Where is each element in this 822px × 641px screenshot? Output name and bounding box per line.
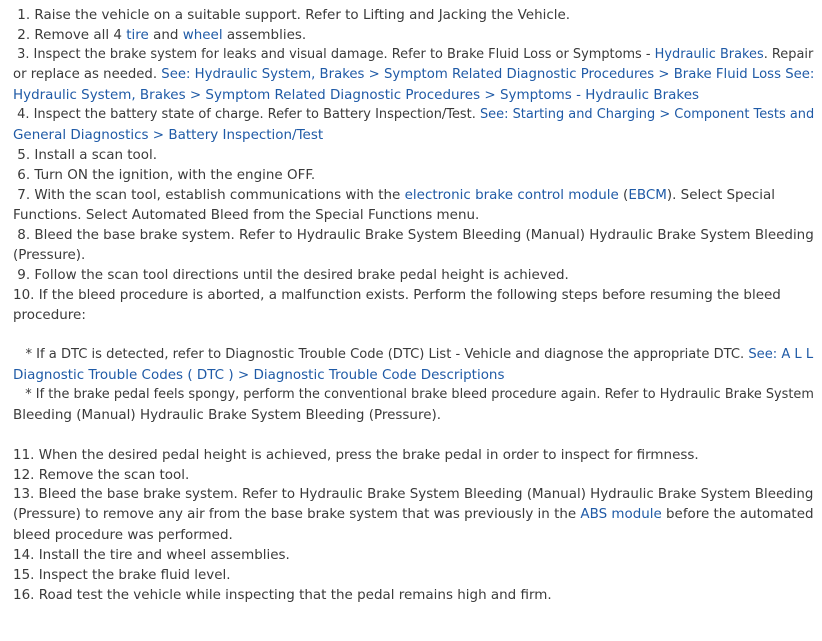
- text-line: [13, 585, 822, 605]
- line-text: bleed procedure was performed.: [13, 527, 233, 543]
- text-line: [13, 145, 822, 165]
- text-line: [13, 305, 822, 325]
- blank-line: [13, 425, 822, 445]
- line-text: assemblies.: [222, 27, 307, 43]
- line-text: 5. Install a scan tool.: [13, 147, 158, 163]
- link[interactable]: See: A L L: [748, 347, 814, 362]
- line-text: Bleeding (Manual) Hydraulic Brake System Bleeding (Pressure).: [13, 407, 442, 423]
- text-line: [13, 405, 822, 425]
- link[interactable]: ABS module: [580, 507, 662, 522]
- link[interactable]: electronic brake control module: [404, 187, 619, 203]
- line-text: . Repair: [763, 47, 814, 62]
- text-line: [13, 465, 822, 485]
- line-text: 10. If the bleed procedure is aborted, a malfunction exists. Perform the following steps before resuming the bleed: [13, 287, 781, 303]
- link[interactable]: See: Starting and Charging > Component Tests and: [479, 107, 815, 122]
- text-line: [13, 65, 822, 85]
- text-line: [13, 545, 822, 565]
- text-line: [13, 185, 822, 205]
- line-text: 8. Bleed the base brake system. Refer to Hydraulic Brake System Bleeding (Manual) Hydraulic Brake System Bleeding: [13, 227, 814, 243]
- line-text: (Pressure).: [13, 247, 86, 263]
- text-line: [13, 25, 822, 45]
- text-line: [13, 125, 822, 145]
- text-line: [13, 285, 822, 305]
- line-text: 3. Inspect the brake system for leaks and visual damage. Refer to Brake Fluid Loss or Symptoms -: [13, 47, 655, 62]
- line-text: 1. Raise the vehicle on a suitable support. Refer to Lifting and Jacking the Vehicle.: [13, 7, 571, 23]
- text-line: [13, 525, 822, 545]
- text-line: [13, 265, 822, 285]
- line-text: * If a DTC is detected, refer to Diagnostic Trouble Code (DTC) List - Vehicle and diagnose the appropriate DTC.: [13, 347, 749, 362]
- text-line: [13, 345, 822, 365]
- line-text: 4. Inspect the battery state of charge. Refer to Battery Inspection/Test.: [13, 107, 480, 122]
- text-line: [13, 105, 822, 125]
- line-text: 2. Remove all 4: [13, 27, 127, 43]
- line-text: 7. With the scan tool, establish communications with the: [13, 187, 405, 203]
- line-text: Functions. Select Automated Bleed from the Special Functions menu.: [13, 207, 480, 223]
- text-line: [13, 205, 822, 225]
- line-text: procedure:: [13, 307, 86, 323]
- link[interactable]: Hydraulic Brakes: [654, 47, 764, 62]
- text-line: [13, 85, 822, 105]
- text-line: [13, 5, 822, 25]
- line-text: or replace as needed.: [13, 67, 162, 82]
- link[interactable]: tire: [126, 27, 149, 43]
- text-line: [13, 485, 822, 505]
- text-line: [13, 225, 822, 245]
- blank-line: [13, 325, 822, 345]
- line-text: before the automated: [661, 507, 814, 522]
- line-text: (: [618, 187, 629, 203]
- text-line: [13, 365, 822, 385]
- text-line: [13, 565, 822, 585]
- line-text: (Pressure) to remove any air from the base brake system that was previously in the: [13, 507, 581, 522]
- line-text: 15. Inspect the brake fluid level.: [13, 567, 231, 583]
- line-text: ). Select Special: [666, 187, 776, 203]
- link[interactable]: wheel: [182, 27, 223, 43]
- line-text: 11. When the desired pedal height is achieved, press the brake pedal in order to inspect for firmness.: [13, 447, 699, 463]
- text-line: [13, 445, 822, 465]
- text-line: [13, 505, 822, 525]
- link[interactable]: See: Hydraulic System, Brakes > Symptom Related Diagnostic Procedures > Brake Fluid Loss See:: [161, 67, 815, 82]
- link[interactable]: Hydraulic System, Brakes > Symptom Related Diagnostic Procedures > Symptoms - Hydraulic Brakes: [13, 87, 700, 103]
- line-text: 6. Turn ON the ignition, with the engine OFF.: [13, 167, 316, 183]
- line-text: * If the brake pedal feels spongy, perform the conventional brake bleed procedure again. Refer to Hydraulic Brake System: [13, 387, 814, 402]
- link[interactable]: Diagnostic Trouble Codes ( DTC ) > Diagnostic Trouble Code Descriptions: [13, 367, 505, 383]
- text-line: [13, 385, 822, 405]
- line-text: 16. Road test the vehicle while inspecting that the pedal remains high and firm.: [13, 587, 552, 603]
- text-line: [13, 165, 822, 185]
- line-text: and: [148, 27, 183, 43]
- text-line: [13, 245, 822, 265]
- line-text: 13. Bleed the base brake system. Refer to Hydraulic Brake System Bleeding (Manual) Hydraulic Brake System Bleeding: [13, 487, 814, 502]
- line-text: 12. Remove the scan tool.: [13, 467, 190, 483]
- text-line: [13, 45, 822, 65]
- line-text: 9. Follow the scan tool directions until the desired brake pedal height is achieved.: [13, 267, 569, 283]
- link[interactable]: General Diagnostics > Battery Inspection/Test: [13, 127, 324, 143]
- line-text: 14. Install the tire and wheel assemblies.: [13, 547, 290, 563]
- link[interactable]: EBCM: [628, 187, 667, 203]
